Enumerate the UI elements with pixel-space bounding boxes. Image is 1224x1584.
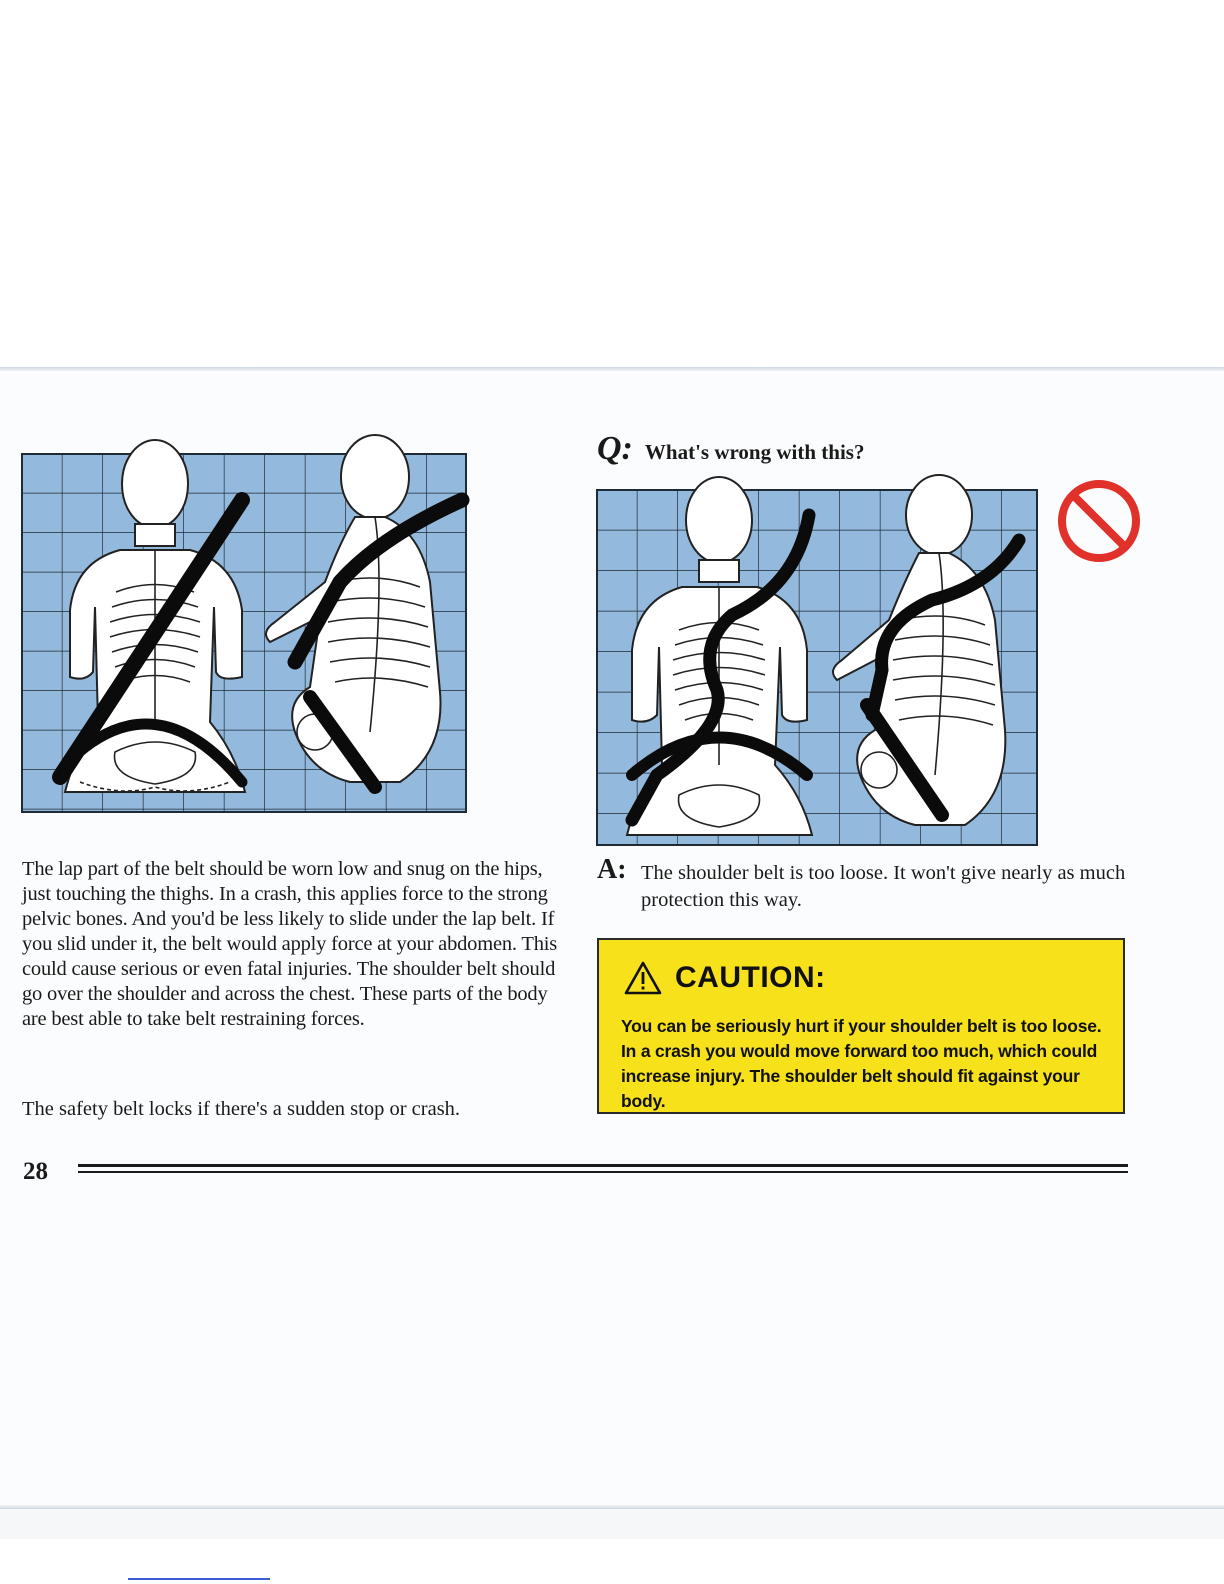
correct-belt-illustration [20, 432, 472, 822]
lap-belt-paragraph: The lap part of the belt should be worn low and snug on the hips, just touching the thighs. In a crash, this applies force to the strong pelvic bones. And you'd be less likely to slide under the lap belt. If you slid under it, the belt would apply force at your abdomen. This could cause serious or even fatal injuries. The shoulder belt should go over the shoulder and across the chest. These parts of the body are best able to take belt restraining forces. [22, 858, 558, 1030]
footer-rule [78, 1164, 1128, 1177]
page-top-edge [0, 367, 1224, 371]
answer-row [597, 855, 1137, 914]
no-symbol-icon [1054, 476, 1144, 566]
below-page-area [0, 1509, 1224, 1539]
question-letter: Q: [597, 430, 633, 467]
caution-title: CAUTION: [675, 961, 826, 994]
question-text: What's wrong with this? [644, 440, 865, 464]
answer-letter: A: [597, 854, 627, 885]
page-number: 28 [23, 1158, 48, 1185]
question-row [597, 430, 1077, 470]
caution-header [623, 960, 826, 996]
stray-underline [128, 1578, 270, 1580]
belt-locks-paragraph: The safety belt locks if there's a sudden stop or crash. [22, 1098, 461, 1120]
caution-body: You can be seriously hurt if your shoulder belt is too loose. In a crash you would move forward too much, which could increase injury. The shoulder belt should fit against your body. [621, 1016, 1102, 1111]
caution-box [597, 938, 1125, 1114]
answer-text: The shoulder belt is too loose. It won't give nearly as much protection this way. [641, 862, 1126, 911]
warning-triangle-icon [623, 960, 663, 996]
loose-belt-illustration [597, 475, 1047, 855]
